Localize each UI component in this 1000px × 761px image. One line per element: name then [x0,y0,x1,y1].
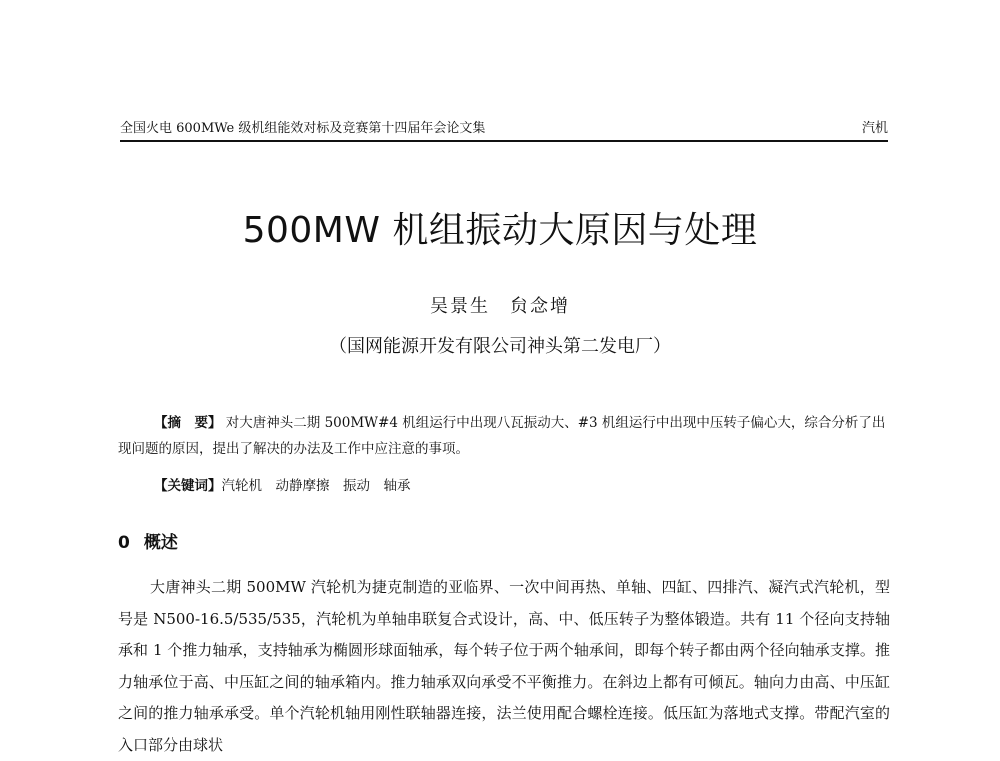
authors: 吴景生 贠念增 [430,296,570,317]
keywords-label: 【关键词】 [154,478,222,494]
abstract [118,410,890,462]
keywords [154,474,411,494]
header-proceedings-title: 全国火电 600MWe 级机组能效对标及竞赛第十四届年会论文集 [120,121,486,136]
keywords-text: 汽轮机 动静摩擦 振动 轴承 [221,478,411,494]
affiliation: （国网能源开发有限公司神头第二发电厂） [329,336,671,357]
abstract-text: 对大唐神头二期 500MW#4 机组运行中出现八瓦振动大、#3 机组运行中出现中压转子偏心大，综合分析了出现问题的原因，提出了解决的办法及工作中应注意的事项。 [118,415,886,457]
section-heading [118,528,178,553]
section-title: 概述 [143,533,178,553]
running-header [120,118,888,142]
paper-title: 500MW 机组振动大原因与处理 [242,210,758,251]
section-number: 0 [118,533,130,553]
header-section-name: 汽机 [861,121,888,136]
body-paragraph: 大唐神头二期 500MW 汽轮机为捷克制造的亚临界、一次中间再热、单轴、四缸、四排汽、凝汽式汽轮机，型号是 N500-16.5/535/535，汽轮机为单轴串联复合式设计，高、中、低压转子为整体锻造。共有 11 个径向支持轴承和 1 个推力轴承，支持轴承为椭圆形球面轴承，每个转子位于两个轴承间，即每个转子都由两个径向轴承支撑。推力轴承位于高、中压缸之间的轴承箱内。推力轴承双向承受不平衡推力。在斜边上都有可倾瓦。轴向力由高、中压缸之间的推力轴承承受。单个汽轮机轴用刚性联轴器连接，法兰使用配合螺栓连接。低压缸为落地式支撑。带配汽室的入口部分由球状 [118,578,890,754]
abstract-label: 【摘 要】 [154,415,222,431]
